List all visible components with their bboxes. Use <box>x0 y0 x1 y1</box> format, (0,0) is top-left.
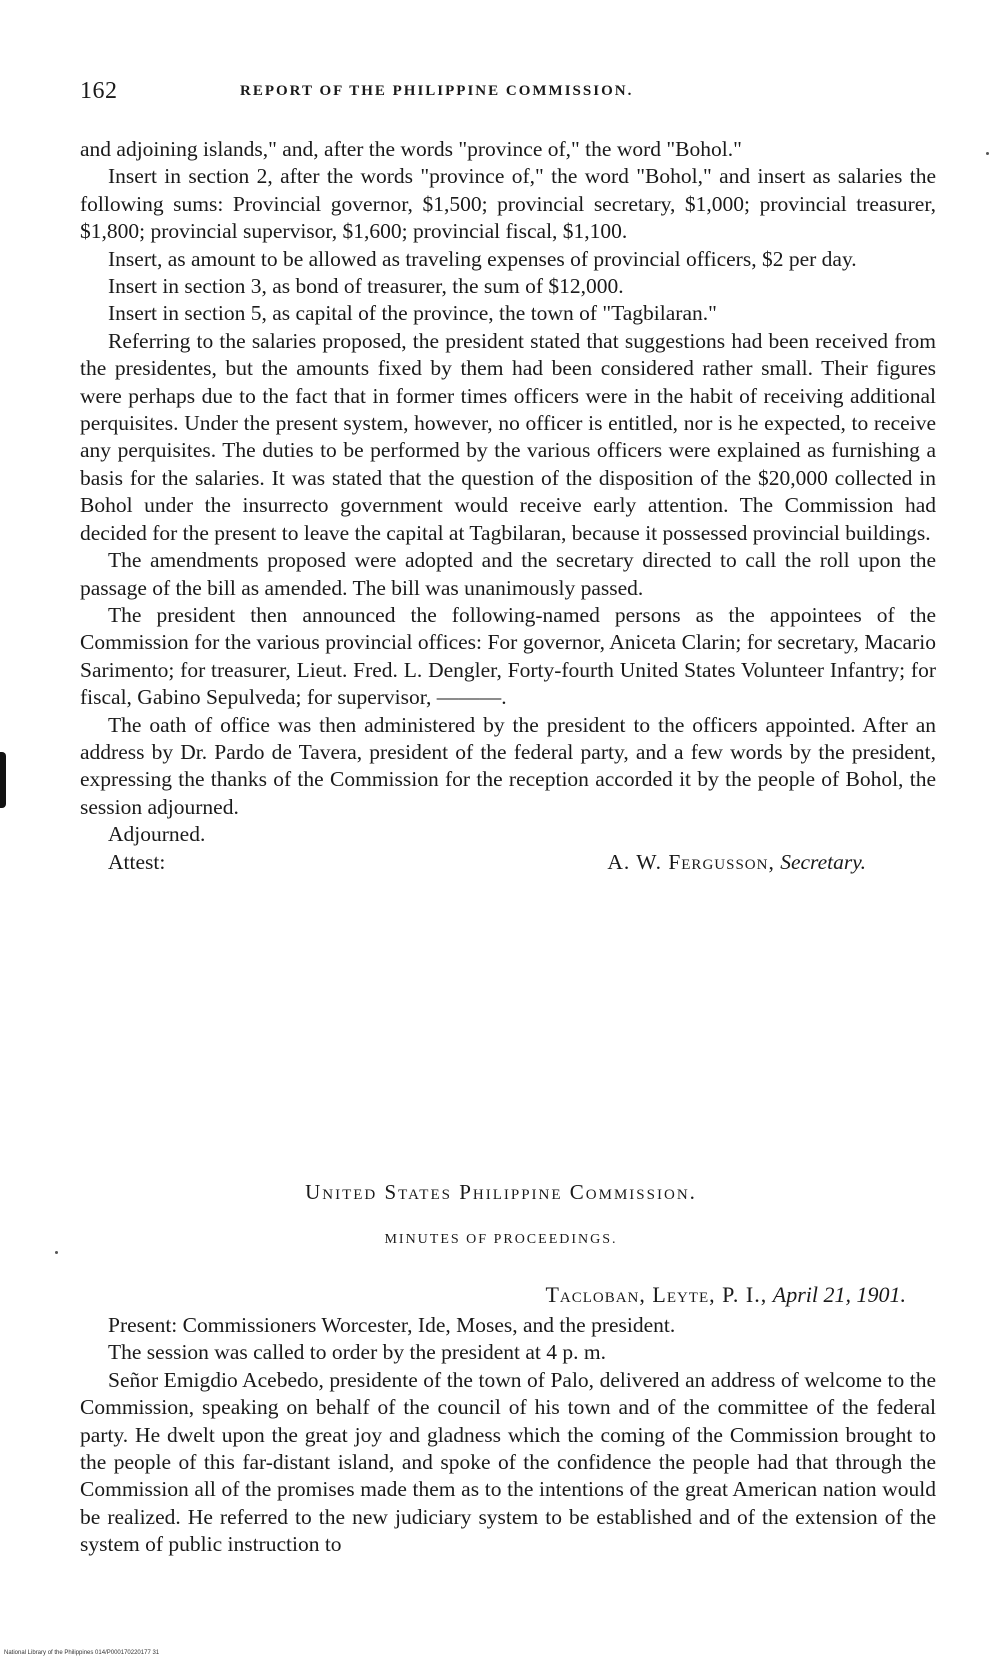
adjourned-line: Adjourned. <box>108 822 206 847</box>
scan-credit: National Library of the Philippines 014/P000170220177 31 <box>4 1650 160 1656</box>
scan-speck <box>986 152 989 155</box>
dateline-place: Tacloban, Leyte, P. I., <box>545 1282 768 1307</box>
scan-speck <box>55 1251 58 1254</box>
paragraph: Insert, as amount to be allowed as traveling expenses of provincial officers, $2 per day. <box>108 246 857 271</box>
paragraph: The amendments proposed were adopted and the secretary directed to call the roll upon the passage of the bill as amended. The bill was unanimously passed. <box>80 548 936 600</box>
paragraph: Insert in section 5, as capital of the province, the town of "Tagbilaran." <box>108 301 717 326</box>
subsection-title: MINUTES OF PROCEEDINGS. <box>384 1232 618 1247</box>
body-text-minutes <box>80 1312 936 1559</box>
paragraph: Señor Emigdio Acebedo, presidente of the town of Palo, delivered an address of welcome to the Commission, speaking on behalf of the council of his town and of the committee of the federal party. He dwelt upon the great joy and gladness which the coming of the Commission brought to the people of this far-distant island, and spoke of the confidence the people had that through the Commission all of the promises made them as to the intentions of the great American nation would be realized. He referred to the new judiciary system to be established and of the extension of the system of public instruction to <box>80 1367 936 1557</box>
paragraph: The session was called to order by the president at 4 p. m. <box>108 1340 606 1365</box>
binding-edge-mark <box>0 752 6 808</box>
paragraph: Insert in section 2, after the words "province of," the word "Bohol," and insert as salaries the following sums: Provincial governor, $1,500; provincial secretary, $1,000; provincial treasurer, $1,800; provincial supervisor, $1,600; provincial fiscal, $1,100. <box>80 164 936 244</box>
body-text <box>80 136 936 876</box>
attest-label: Attest: <box>108 849 166 874</box>
paragraph: The oath of office was then administered by the president to the officers appointed. After an address by Dr. Pardo de Tavera, president of the federal party, and a few words by the president, expressing the thanks of the Commission for the reception accorded it by the people of Bohol, the session adjourned. <box>80 712 936 819</box>
dateline <box>545 1282 906 1308</box>
running-head: REPORT OF THE PHILIPPINE COMMISSION. <box>240 83 634 99</box>
paragraph: Present: Commissioners Worcester, Ide, Moses, and the president. <box>108 1313 676 1337</box>
secretary-name: A. W. Fergusson, <box>607 849 775 874</box>
page-number: 162 <box>80 78 118 104</box>
paragraph: and adjoining islands," and, after the words "province of," the word "Bohol." <box>80 137 742 161</box>
dateline-date: April 21, 1901. <box>772 1282 906 1307</box>
attest-signature <box>607 849 866 876</box>
paragraph: The president then announced the following-named persons as the appointees of the Commission for the various provincial offices: For governor, Aniceta Clarin; for secretary, Macario Sarimento; for treasurer, Lieut. Fred. L. Dengler, Forty-fourth United States Volunteer Infantry; for fiscal, Gabino Sepulveda; for supervisor, ———. <box>80 602 936 710</box>
paragraph: Insert in section 3, as bond of treasurer, the sum of $12,000. <box>108 274 624 299</box>
page-header <box>80 78 925 108</box>
section-title: United States Philippine Commission. <box>305 1180 697 1204</box>
attest-line <box>80 849 936 876</box>
paragraph: Referring to the salaries proposed, the president stated that suggestions had been received from the presidentes, but the amounts fixed by them had been considered rather small. Their figures were perhaps due to the fact that in former times officers were in the habit of receiving additional perquisites. Under the present system, however, no officer is entitled, nor is he expected, to receive any perquisites. The duties to be performed by the various officers were explained as furnishing a basis for the salaries. It was stated that the question of the disposition of the $20,000 collected in Bohol under the insurrecto government would receive early attention. The Commission had decided for the present to leave the capital at Tagbilaran, because it possessed provincial buildings. <box>80 328 936 545</box>
secretary-title: Secretary. <box>780 849 866 874</box>
